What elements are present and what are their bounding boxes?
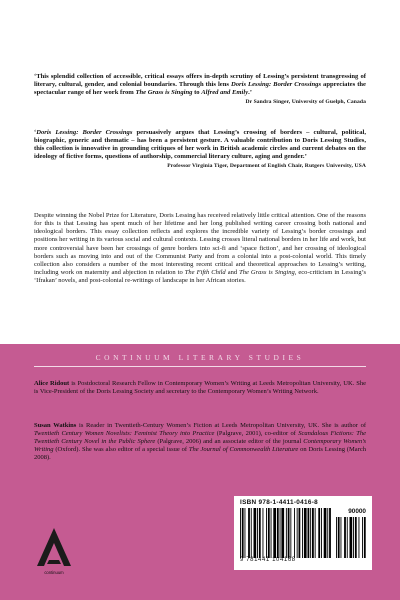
barcode-stripe [355, 517, 357, 558]
barcode-stripe [350, 517, 353, 558]
barcode-stripe [288, 508, 290, 558]
editor-bio-1 [34, 380, 366, 396]
continuum-logo-icon [34, 526, 74, 570]
description-text: and [225, 269, 240, 277]
barcode-stripe [273, 508, 276, 558]
barcode-digits: 9 781441 104168 [240, 557, 296, 563]
quote-text: ‘ [34, 129, 37, 136]
barcode-stripe [336, 517, 337, 558]
bio-title: Contemporary Women’s Writing [34, 438, 367, 454]
barcode-stripe [251, 508, 252, 558]
publisher-name: continuum [44, 570, 64, 575]
quote-title: Doris Lessing: Border Crossings [231, 81, 322, 89]
barcode-stripe [347, 517, 348, 558]
quote-text: ‘This splendid collection of accessible, critical essays offers in-depth scrutiny of Lessing’s persistent transgressing of literary, cultural, gender, and colonial boundaries. Through this lens [34, 73, 366, 89]
barcode-stripe [263, 508, 264, 558]
bio-text: is Reader in Twentieth-Century Women’s Fiction at Leeds Metropolitan University, UK. She is author of [76, 422, 366, 429]
barcode-stripe [308, 508, 310, 558]
barcode-stripe [242, 508, 244, 558]
price-code: 90000 [348, 508, 366, 515]
isbn-barcode [234, 496, 372, 570]
series-title: CONTINUUM LITERARY STUDIES [95, 353, 305, 362]
barcode-stripe [318, 508, 320, 558]
barcode-stripe [286, 508, 287, 558]
barcode-stripe [254, 508, 257, 558]
quote-text: appreciates the spectacular range of her work from [34, 81, 366, 97]
quote-attribution: Professor Virginia Tiger, Department of English Chair, Rutgers University, USA [167, 162, 366, 169]
barcode-stripe [359, 517, 360, 558]
barcode-stripe [290, 508, 291, 558]
description-text: , eco-criticism in Lessing’s ‘Ifrakan’ novels, and post-colonial re-writings of landscape in her African stories. [34, 269, 366, 285]
barcode-stripe [310, 508, 311, 558]
barcode-stripe [240, 508, 241, 558]
barcode-stripe [315, 508, 316, 558]
barcode-stripe [259, 508, 261, 558]
quote-text: .’ [248, 89, 252, 97]
barcode-stripe [277, 508, 279, 558]
barcode-stripe [304, 508, 307, 558]
editor-name: Alice Ridout [34, 380, 70, 387]
barcode-stripe [245, 508, 246, 558]
description-text: Despite winning the Nobel Prize for Literature, Doris Lessing has received relatively little critical attention. One of the reasons for this is that Lessing has spent much of her lifetime and her long published writing career crossing both national and ideological borders. This essay collection reflects and explores the incredible variety of Lessing’s border crossings and positions her writing in its various social and cultural contexts. Lessing crosses literal national borders in her life and work, but more controversial have been her crossings of genre borders into sci-fi and ‘space fiction’, and her crossing of ideological borders such as moving into and out of the Communist Party and from a colonial into a post-colonial world. This timely collection also considers a number of the most interesting recent critical and theoretical approaches to Lessing’s writing, including work on maternity and abjection in relation to [34, 212, 366, 277]
bio-text: is Postdoctoral Research Fellow in Contemporary Women’s Writing at Leeds Metropolitan University, UK. She is Vice-President of the Doris Lessing Society and secretary to the Contemporary Women’s Writing Network. [34, 380, 366, 396]
barcode-stripe [297, 508, 298, 558]
quote-text: persuasively argues that Lessing’s crossing of borders – cultural, political, biographic, generic and thematic – has been a persistent gesture. A valuable contribution to Doris Lessing Studies, this collection is innovative in grounding critiques of her work in British academic circles and current debates on the ideology of fictive forms, questions of authorship, commercial literary culture, aging and gender.’ [34, 129, 366, 161]
barcode-stripe [248, 508, 250, 558]
book-description [34, 212, 366, 285]
barcode-stripe [341, 517, 342, 558]
review-quote-1 [34, 73, 366, 106]
barcode-stripe [280, 508, 281, 558]
barcode-stripe [327, 508, 328, 558]
description-title: The Fifth Child [184, 269, 226, 277]
editor-bio-2 [34, 422, 366, 462]
barcode-bars [240, 508, 332, 558]
barcode-stripe [353, 517, 354, 558]
barcode-stripe [294, 508, 295, 558]
quote-attribution: Dr Sandra Singer, University of Guelph, Canada [245, 98, 366, 105]
editor-name: Susan Watkins [34, 422, 77, 429]
quote-title: Alfred and Emily [201, 89, 249, 97]
barcode-stripe [362, 517, 363, 558]
bio-title: Scandalous Fictions: The Twentieth Century Novel in the Public Sphere [34, 430, 366, 446]
bio-title: Twentieth Century Women Novelists: Feminist Theory into Practice [34, 430, 215, 438]
barcode-stripe [281, 508, 284, 558]
barcode-stripe [257, 508, 258, 558]
quote-title: The Grass is Singing [135, 89, 193, 97]
description-title: The Grass is Singing [239, 269, 295, 277]
barcode-stripe [364, 517, 366, 558]
barcode-stripe [271, 508, 272, 558]
barcode-stripe [266, 508, 267, 558]
barcode-stripe [329, 508, 331, 558]
review-quote-2 [34, 129, 366, 170]
addon-barcode-bars [336, 517, 366, 558]
isbn-number: ISBN 978-1-4411-0416-8 [240, 499, 319, 506]
barcode-stripe [344, 517, 346, 558]
barcode-stripe [321, 508, 322, 558]
bio-text: (Oxford). She was also editor of a special issue of [53, 446, 189, 454]
bio-text: (Palgrave, 2006) and an associate editor of the journal [155, 438, 304, 446]
barcode-stripe [312, 508, 314, 558]
barcode-stripe [324, 508, 327, 558]
barcode-stripe [338, 517, 340, 558]
quote-title: Doris Lessing: Border Crossings [36, 129, 133, 136]
quote-text: to [192, 89, 202, 97]
series-divider [34, 366, 366, 367]
barcode-stripe [268, 508, 270, 558]
barcode-stripe [299, 508, 301, 558]
bio-text: on Doris Lessing (March 2008). [34, 446, 366, 462]
bio-title: The Journal of Commonwealth Literature [188, 446, 299, 454]
barcode-stripe [302, 508, 303, 558]
bio-text: (Palgrave, 2001), co-editor of [214, 430, 299, 438]
